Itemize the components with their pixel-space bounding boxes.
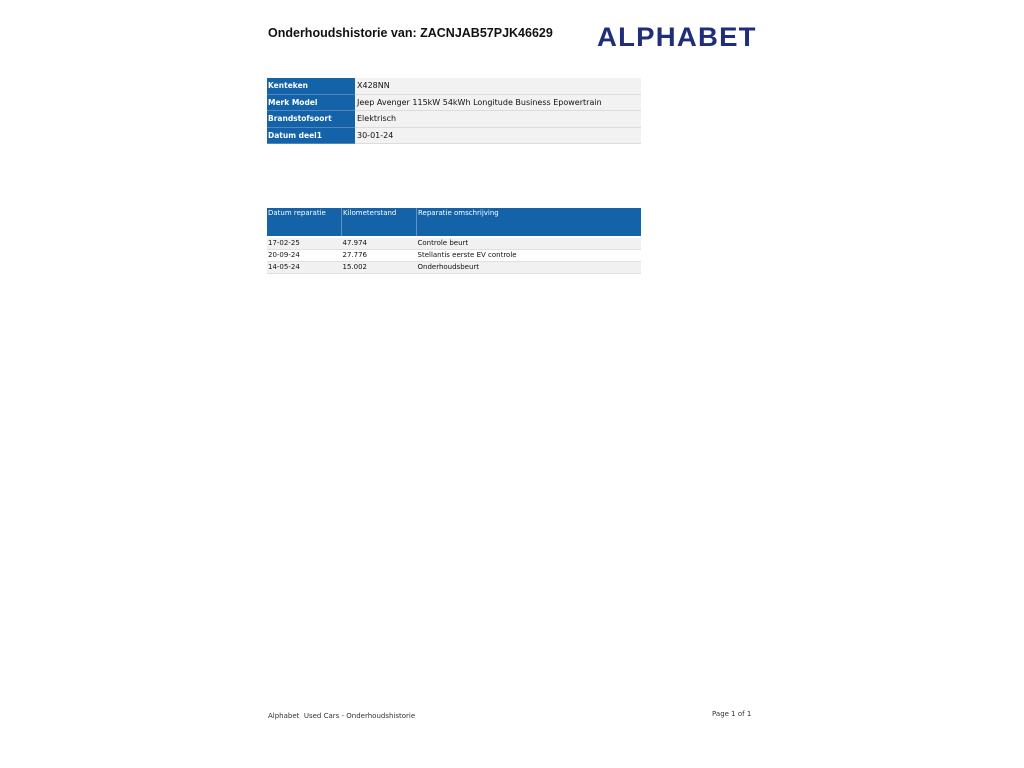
- repair-km: 27.776: [342, 250, 417, 262]
- vehicle-row-kenteken: [267, 78, 641, 94]
- vehicle-row-brandstofsoort: [267, 111, 641, 128]
- repair-km: 15.002: [342, 262, 417, 274]
- column-header-description: Reparatie omschrijving: [417, 208, 642, 236]
- vehicle-label: Brandstofsoort: [267, 111, 355, 128]
- vehicle-label: Merk Model: [267, 94, 355, 111]
- column-header-km: Kilometerstand: [342, 208, 417, 236]
- repair-description: Stellantis eerste EV controle: [417, 250, 642, 262]
- repair-date: 14-05-24: [267, 262, 342, 274]
- repair-date: 17-02-25: [267, 238, 342, 250]
- repair-header-row: [267, 208, 641, 236]
- vehicle-value: X428NN: [355, 78, 641, 94]
- repair-date: 20-09-24: [267, 250, 342, 262]
- vehicle-row-merk-model: [267, 94, 641, 111]
- column-header-date: Datum reparatie: [267, 208, 342, 236]
- repair-description: Onderhoudsbeurt: [417, 262, 642, 274]
- vehicle-value: Elektrisch: [355, 111, 641, 128]
- vehicle-row-datum-deel1: [267, 127, 641, 144]
- footer-text: Alphabet Used Cars - Onderhoudshistorie: [268, 712, 416, 720]
- table-row: [267, 250, 641, 262]
- table-row: [267, 238, 641, 250]
- page-number: Page 1 of 1: [712, 710, 752, 718]
- repair-history-table: [267, 208, 641, 274]
- table-row: [267, 262, 641, 274]
- alphabet-logo: ALPHABET: [597, 22, 757, 52]
- repair-description: Controle beurt: [417, 238, 642, 250]
- page-title: Onderhoudshistorie van: ZACNJAB57PJK46629: [268, 26, 553, 40]
- vehicle-label: Datum deel1: [267, 127, 355, 144]
- vehicle-info-table: [267, 78, 641, 144]
- repair-km: 47.974: [342, 238, 417, 250]
- vehicle-value: 30-01-24: [355, 127, 641, 144]
- vehicle-value: Jeep Avenger 115kW 54kWh Longitude Business Epowertrain: [355, 94, 641, 111]
- vehicle-label: Kenteken: [267, 78, 355, 94]
